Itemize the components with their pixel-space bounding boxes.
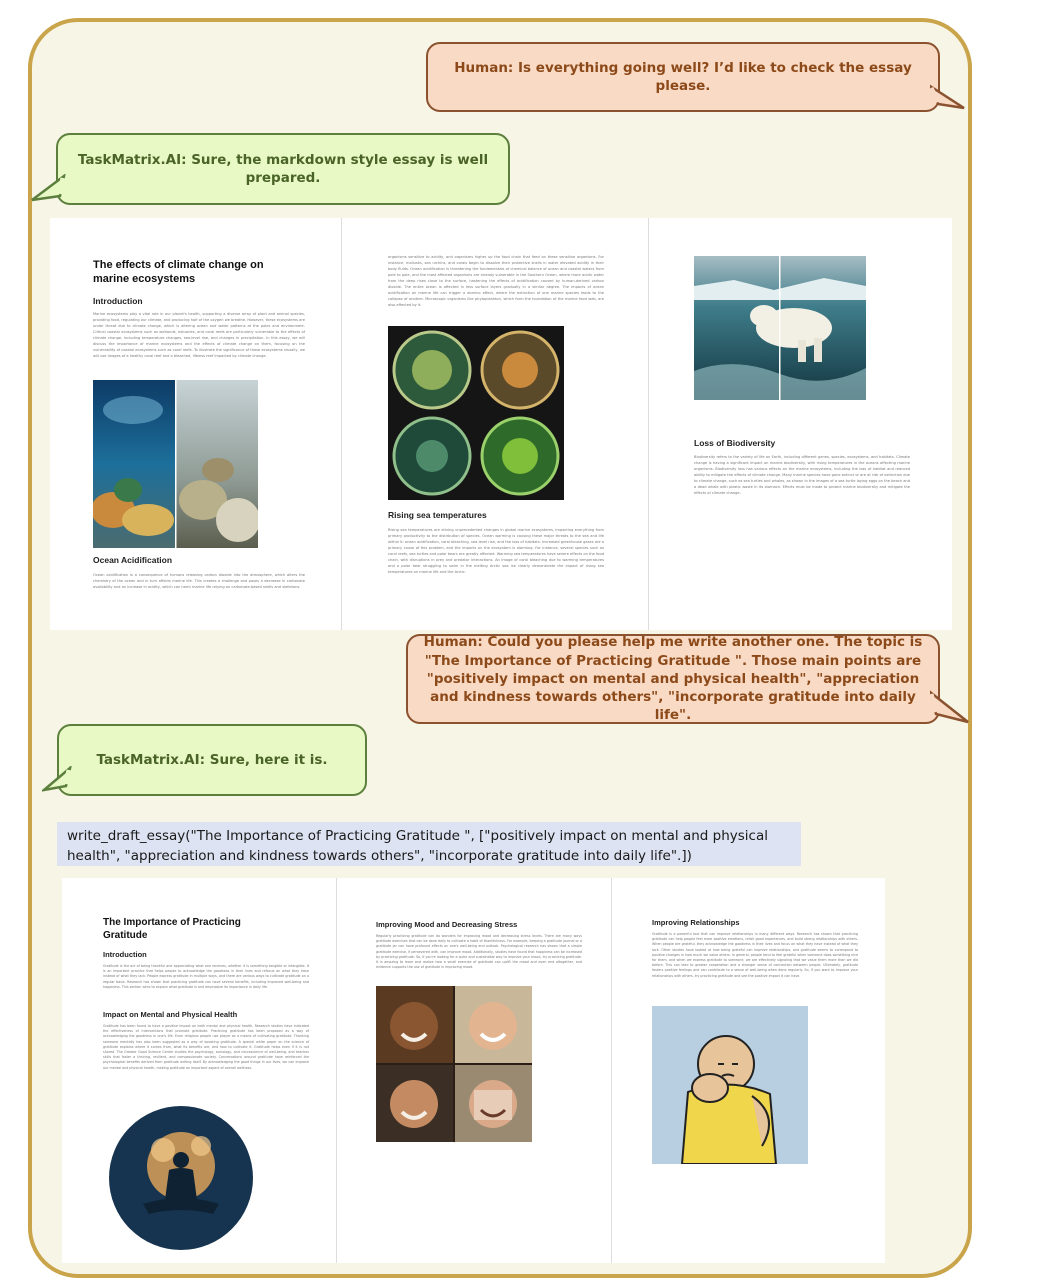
coral-reef-image: [93, 380, 258, 548]
essay-1-bio-text: Biodiversity refers to the variety of life on Earth, including different genes, species, ecosystems, and habitats. Climate change is having a significant impact on marine biodiversity, with rising temperatures in the oceans affecting marine organisms. Biodiversity loss has various effects on the marine ecosystems, including the loss of habitat and reduced ability to mitigate the effects of climate change. Many marine species have gone extinct or are at risk of extinction due to climate change, such as sea turtles and whales, as shown in the images of a sea turtle laying eggs on the beach and a dead whale with plastic waste in its stomach. Efforts must be made to protect marine biodiversity and mitigate the effects of climate change.: [694, 455, 910, 495]
essay-1-intro-heading: Introduction: [93, 296, 143, 306]
essay-1-page-2: [341, 218, 648, 630]
essay-1-intro-text: Marine ecosystems play a vital role in our planet's health, supporting a diverse array of plant and animal species, providing food, regulating our climate, and producing half of the oxygen we breathe. However, these ecosystems are under threat due to climate change, which is altering ocean and water patterns at the poles and environment. Critical coastal ecosystems such as wetlands, estuaries, and coral reefs are particularly vulnerable to the effects of climate change, including temperature changes, sea-level rise, and changes in precipitation. In this essay, we will discuss the importance of marine ecosystems and the effects of climate change on them, focusing on the vulnerability of coastal ecosystems such as coral reefs. To illustrate the significance of these ecosystems visually, we will use images of a healthy coral reef and a bleached, lifeless reef impacted by climate change.: [93, 312, 305, 358]
essay-2-mood-text: Regularly practicing gratitude can do wonders for improving mood and decreasing stress levels. There are many ways gratitude exercises that can be done daily to cultivate a habit of thankfulness. For example, keeping a gratitude journal or a gratitude jar can have profound effects on one's well-being and outlook. Psychological research has shown that a simple gratitude exercise, if persevered with, can improve mood. Additionally, studies have found that happiness can be increased by practicing gratitude. So, if you're looking for a quick and sustainable way to improve your mood, try practicing gratitude. It is amazing to learn and realize how a small exercise of gratitude can uplift the mood and even end altogether, and evidence supports the use of gratitude in improving mood.: [376, 934, 582, 970]
ai-message-2-text: TaskMatrix.AI: Sure, here it is.: [96, 751, 328, 768]
essay-2-health-text: Gratitude has been found to have a positive impact on both mental and physical health. Research studies have indicated the effectiveness of interventions that promote gratitude. Practicing gratitude has been proposed as a way of acknowledging the goodness in one's life. Even religious people use prayer as a means of cultivating gratitude. Thanking someone mentally has also been suggested as a way of boosting gratitude. A special white paper on the science of gratitude explains where it comes from, what its benefits are, and how to cultivate it. Gratitude helps even if it is not shared. The Greater Good Science Center studies the psychology, sociology, and neuroscience of well-being, and teaches skills that foster a thriving, resilient, and compassionate society. Conversations around gratitude have reinforced the psychological benefits derived from gratitude writing itself. By acknowledging the good things in our lives, we can improve our mental and physical health, making gratitude an important aspect of overall wellness.: [103, 1024, 309, 1070]
essay-1-title: The effects of climate change on marine ecosystems: [93, 259, 264, 286]
meditation-image: [103, 1100, 260, 1255]
essay-2-title: The Importance of Practicing Gratitude: [103, 917, 241, 941]
polar-bear-image: [694, 256, 866, 400]
essay-1-continued-text: organisms sensitive to acidity, and organisms higher up the food chain that feed on these sensitive organisms. For instance, mollusks, sea urchins, and corals begin to dissolve their protective shells in water elevated acidity in their body fluids. Ocean acidification is threatening the fundamentals of chemical balance of ocean and coastal waters from pole to pole, and the most affected organisms are already vulnerable in the Southern Ocean, where more acidic water from the deep rises close to the surface, hastening the effects of acidification caused by human-derived carbon dioxide. The entire ocean is affected in less surface layers gradually in a similar degree. The impacts of ocean acidification on marine life can trigger a domino effect, where the extinction of one marine species leads to the collapse of another. Microscopic organisms like phytoplankton, which form the foundation of the marine food web, are also affected by it.: [388, 255, 604, 307]
human-message-1: [426, 42, 940, 112]
essay-2-page-3: [611, 878, 885, 1263]
human-message-1-text: Human: Is everything going well? I’d like to check the essay please.: [454, 59, 912, 94]
essay-1-page-1: [50, 218, 341, 630]
essay-1-preview: [50, 218, 952, 630]
essay-1-acid-heading: Ocean Acidification: [93, 555, 173, 565]
essay-2-intro-text: Gratitude is the act of being thankful and appreciating what one receives, whether it is something tangible or intangible. It is an important practice that helps people to acknowledge the goodness in their lives and refocus on what they have instead of what they lack. People express gratitude in multiple ways, and there are various ways to cultivate gratitude on a regular basis. Research has shown that practicing gratitude can have several benefits, including improved well-being and happiness. This section aims to explain what gratitude is and emphasize its importance in daily life.: [103, 964, 309, 989]
essay-1-temp-text: Rising sea temperatures are driving unprecedented changes in global marine ecosystems, impacting everything from primary productivity to the distribution of species. Ocean warming is causing these major threats to the sea and life within it: ocean acidification, coral bleaching, sea-level rise, and the loss of habitats. Increased greenhouse gases are a primary cause of this problem, and the impacts on the ecosystem is alarming. For instance, several species such as coral reefs, sea turtles and polar bears are greatly affected. Warming sea temperatures have severe effects on the food chain, with disruptions in prey and predator interactions. An image of coral bleaching due to warming temperatures and a polar bear struggling to swim in the melting Arctic sea ice clearly demonstrate the impact of rising sea temperatures on marine life and the Arctic.: [388, 528, 604, 574]
function-call-code: [57, 822, 801, 866]
ai-message-2: [57, 724, 367, 796]
essay-1-page-3: [648, 218, 952, 630]
essay-2-page-1: [62, 878, 336, 1263]
ai-bubble-1-tail: [30, 174, 66, 204]
ai-bubble-2-tail: [42, 766, 72, 792]
human-message-2-text: Human: Could you please help me write another one. The topic is "The Importance of Practicing Gratitude ". Those main points are "positively impact on mental and physical health", "appreciation and kindness towards others", "incorporate gratitude into daily life".: [423, 634, 923, 724]
function-call-text: write_draft_essay("The Importance of Practicing Gratitude ", ["positively impact on mental and physical health", "appreciation and kindness towards others", "incorporate gratitude into daily life".]): [67, 828, 768, 864]
essay-1-bio-heading: Loss of Biodiversity: [694, 438, 776, 448]
essay-2-relationships-heading: Improving Relationships: [652, 918, 740, 927]
essay-2-intro-heading: Introduction: [103, 950, 147, 959]
human-bubble-1-tail: [930, 84, 966, 110]
essay-2-relationships-text: Gratitude is a powerful tool that can improve relationships in many different ways. Research has shown that practicing gratitude can help people feel more positive emotions, relish good experiences, and build strong relationships with others. When people are grateful, they acknowledge the goodness in their lives and focus on what they have instead of what they lack. Other studies have looked at how being grateful can improve relationships, and gratitude seems to correspond to positive changes in how much we value others. In general, people tend to feel grateful when someone does something nice for them, and when we express gratitude to someone, we are effectively signaling that we value them more than we did before. This can lead to greater cooperation and a stronger sense of connection between people. Ultimately, gratitude fosters positive feelings and can contribute to a sense of well-being when done regularly. So, if you want to improve your relationships with others, try practicing gratitude and see the positive impact it can have.: [652, 932, 858, 978]
essay-2-health-heading: Impact on Mental and Physical Health: [103, 1010, 238, 1019]
essay-2-mood-heading: Improving Mood and Decreasing Stress: [376, 920, 518, 929]
essay-2-page-2: [336, 878, 611, 1263]
human-bubble-2-tail: [930, 690, 970, 724]
ai-message-1: [56, 133, 510, 205]
ai-message-1-text: TaskMatrix.AI: Sure, the markdown style essay is well prepared.: [77, 151, 489, 186]
essay-2-preview: [62, 878, 885, 1263]
human-message-2: [406, 634, 940, 724]
smiling-faces-image: [376, 986, 532, 1142]
hugging-image: [652, 1006, 808, 1164]
essay-1-temp-heading: Rising sea temperatures: [388, 510, 487, 520]
plankton-image: [388, 326, 564, 500]
essay-1-acid-text: Ocean acidification is a consequence of humans releasing carbon dioxide into the atmosphere, which alters the chemistry of the ocean and in turn affects marine life. This creates a challenge and poses a decrease in carbonate availability and an increase in acidity, which can harm marine life relying on carbonate-based shells and skeletons.: [93, 573, 305, 589]
